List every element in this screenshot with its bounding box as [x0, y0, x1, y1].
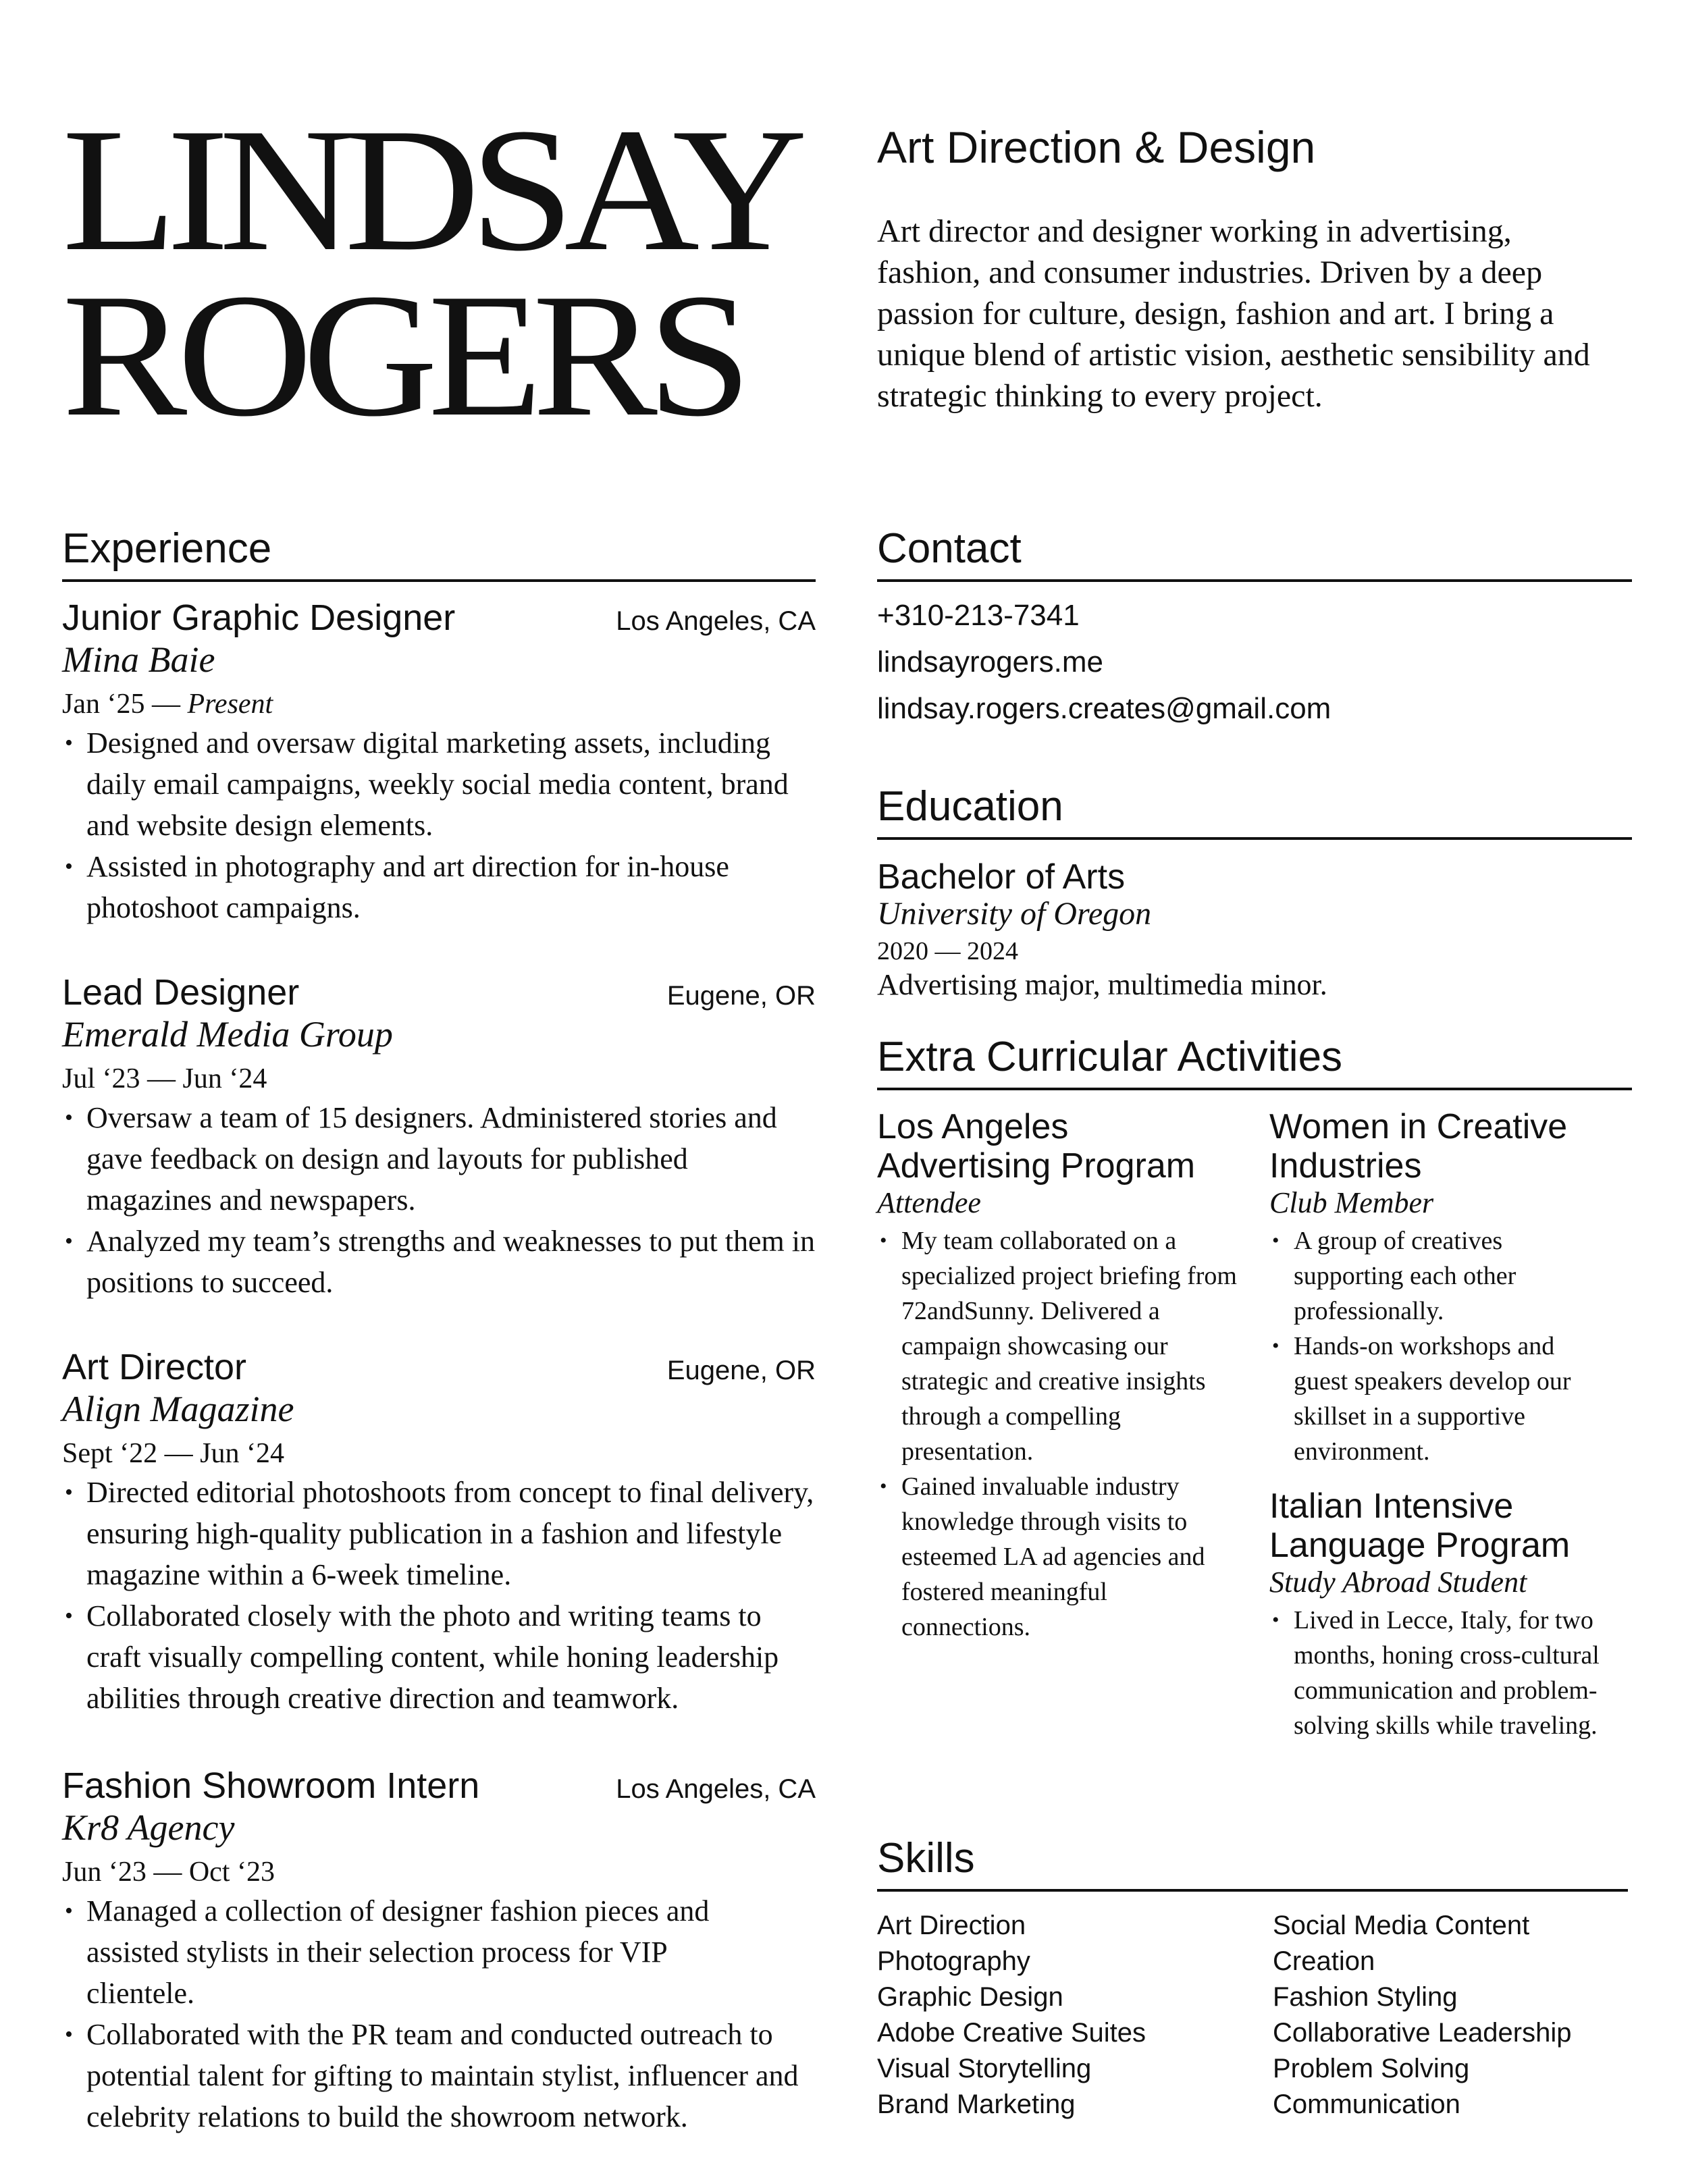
education-years: 2020 — 2024 [877, 937, 1018, 965]
job-bullets [62, 1472, 816, 1719]
job-bullet: • Assisted in photography and art direction for in-house photoshoot campaigns. [62, 846, 805, 928]
job-dates: Jun ‘23 — Oct ‘23 [62, 1857, 275, 1888]
job-bullet: • Analyzed my team’s strengths and weaknesses to put them in positions to succeed. [62, 1221, 818, 1303]
name-last: ROGERS [62, 257, 742, 453]
skill-item: Social Media Content [1273, 1911, 1530, 1940]
activity-bullet: • Gained invaluable industry knowledge through visits to esteemed LA ad agencies and fostered meaningful connections. [877, 1469, 1242, 1645]
contact-phone[interactable]: +310-213-7341 [877, 599, 1080, 632]
contact-email[interactable]: lindsay.rogers.creates@gmail.com [877, 692, 1331, 725]
skills-heading: Skills [877, 1835, 975, 1882]
job-bullet: • Collaborated closely with the photo and writing teams to craft visually compelling content, while honing leadership abilities through creative direction and teamwork. [62, 1595, 816, 1719]
tagline: Art Direction & Design [877, 122, 1316, 172]
skill-item: Creation [1273, 1946, 1375, 1976]
education-divider [877, 837, 1632, 840]
experience-heading: Experience [62, 525, 272, 572]
education-note: Advertising major, multimedia minor. [877, 968, 1327, 1001]
job-location: Los Angeles, CA [616, 1774, 816, 1804]
job-location: Eugene, OR [666, 1356, 816, 1385]
skill-item: Photography [877, 1946, 1030, 1976]
job-location: Eugene, OR [666, 981, 816, 1011]
activity-title: Los Angeles Advertising Program [877, 1107, 1196, 1186]
activity-title: Women in Creative Industries [1269, 1107, 1568, 1186]
job-bullet: • Oversaw a team of 15 designers. Administered stories and gave feedback on design and layouts for published magazines and newspapers. [62, 1097, 818, 1221]
job-entry [62, 1349, 816, 1719]
job-dates: Sept ‘22 — Jun ‘24 [62, 1438, 284, 1469]
activity-bullet: • Hands-on workshops and guest speakers develop our skillset in a supportive environment. [1269, 1329, 1600, 1469]
job-title: Art Director [62, 1347, 247, 1387]
activity-entry [1269, 1107, 1634, 1469]
education-heading: Education [877, 783, 1063, 830]
activity-title: Italian Intensive Language Program [1269, 1487, 1571, 1565]
activity-bullet: • My team collaborated on a specialized project briefing from 72andSunny. Delivered a campaign showcasing our strategic and creative insights through a compelling presentation. [877, 1223, 1242, 1469]
job-bullet: • Collaborated with the PR team and conducted outreach to potential talent for gifting to maintain stylist, influencer and celebrity relations to build the showroom network. [62, 2014, 816, 2137]
education-school: University of Oregon [877, 896, 1152, 932]
activities-heading: Extra Curricular Activities [877, 1034, 1343, 1080]
activity-role: Study Abroad Student [1269, 1566, 1527, 1599]
name-first: LINDSAY [62, 92, 798, 288]
job-dates: Jul ‘23 — Jun ‘24 [62, 1063, 267, 1094]
activity-role: Attendee [877, 1186, 981, 1219]
skill-item: Adobe Creative Suites [877, 2018, 1146, 2048]
activity-bullet: • Lived in Lecce, Italy, for two months, honing cross-cultural communication and problem-solving skills while traveling. [1269, 1603, 1620, 1743]
job-entry [62, 974, 816, 1303]
skill-item: Graphic Design [877, 1982, 1063, 2012]
skills-divider [877, 1889, 1628, 1892]
contact-website[interactable]: lindsayrogers.me [877, 645, 1104, 678]
job-bullet: • Designed and oversaw digital marketing assets, including daily email campaigns, weekly social media content, brand and website design elements. [62, 722, 805, 846]
job-entry [62, 1767, 816, 2137]
activity-role: Club Member [1269, 1186, 1434, 1219]
activity-entry [1269, 1487, 1634, 1743]
skill-item: Brand Marketing [877, 2089, 1076, 2119]
job-dates-end: Present [187, 689, 273, 720]
job-company: Emerald Media Group [62, 1014, 393, 1055]
experience-divider [62, 579, 816, 582]
job-title: Junior Graphic Designer [62, 597, 456, 638]
skill-item: Fashion Styling [1273, 1982, 1458, 2012]
job-company: Kr8 Agency [62, 1807, 235, 1848]
contact-divider [877, 579, 1632, 582]
activity-bullet: • A group of creatives supporting each other professionally. [1269, 1223, 1600, 1329]
job-dates-start: Jan ‘25 — [62, 689, 188, 720]
job-bullets [62, 1097, 818, 1303]
job-company: Mina Baie [62, 639, 215, 680]
job-bullet: • Managed a collection of designer fashion pieces and assisted stylists in their selection process for VIP clientele. [62, 1890, 816, 2014]
skill-item: Collaborative Leadership [1273, 2018, 1572, 2048]
activity-bullets [877, 1223, 1242, 1645]
education-degree: Bachelor of Arts [877, 857, 1126, 897]
job-bullets [62, 722, 805, 928]
skill-item: Problem Solving [1273, 2054, 1470, 2083]
activity-bullets [1269, 1603, 1620, 1743]
activity-bullets [1269, 1223, 1600, 1469]
job-bullet: • Directed editorial photoshoots from concept to final delivery, ensuring high-quality publication in a fashion and lifestyle magazine within a 6-week timeline. [62, 1472, 816, 1595]
skill-item: Art Direction [877, 1911, 1026, 1940]
contact-heading: Contact [877, 525, 1022, 572]
activity-entry [877, 1107, 1255, 1645]
skills-column-2 [1273, 1908, 1572, 2123]
skill-item: Visual Storytelling [877, 2054, 1092, 2083]
activities-divider [877, 1088, 1632, 1090]
job-bullets [62, 1890, 816, 2137]
skill-item: Communication [1273, 2089, 1460, 2119]
skills-column-1 [877, 1908, 1146, 2123]
job-title: Lead Designer [62, 972, 300, 1013]
summary: Art director and designer working in advertising, fashion, and consumer industries. Driven by a deep passion for culture, design, fashion and art. I bring a unique blend of artistic vision, aesthetic sensibility and strategic thinking to every project. [877, 213, 1590, 414]
job-company: Align Magazine [62, 1389, 294, 1429]
job-location: Los Angeles, CA [616, 606, 816, 636]
job-dates [62, 690, 816, 718]
job-entry [62, 597, 816, 928]
job-title: Fashion Showroom Intern [62, 1765, 480, 1806]
